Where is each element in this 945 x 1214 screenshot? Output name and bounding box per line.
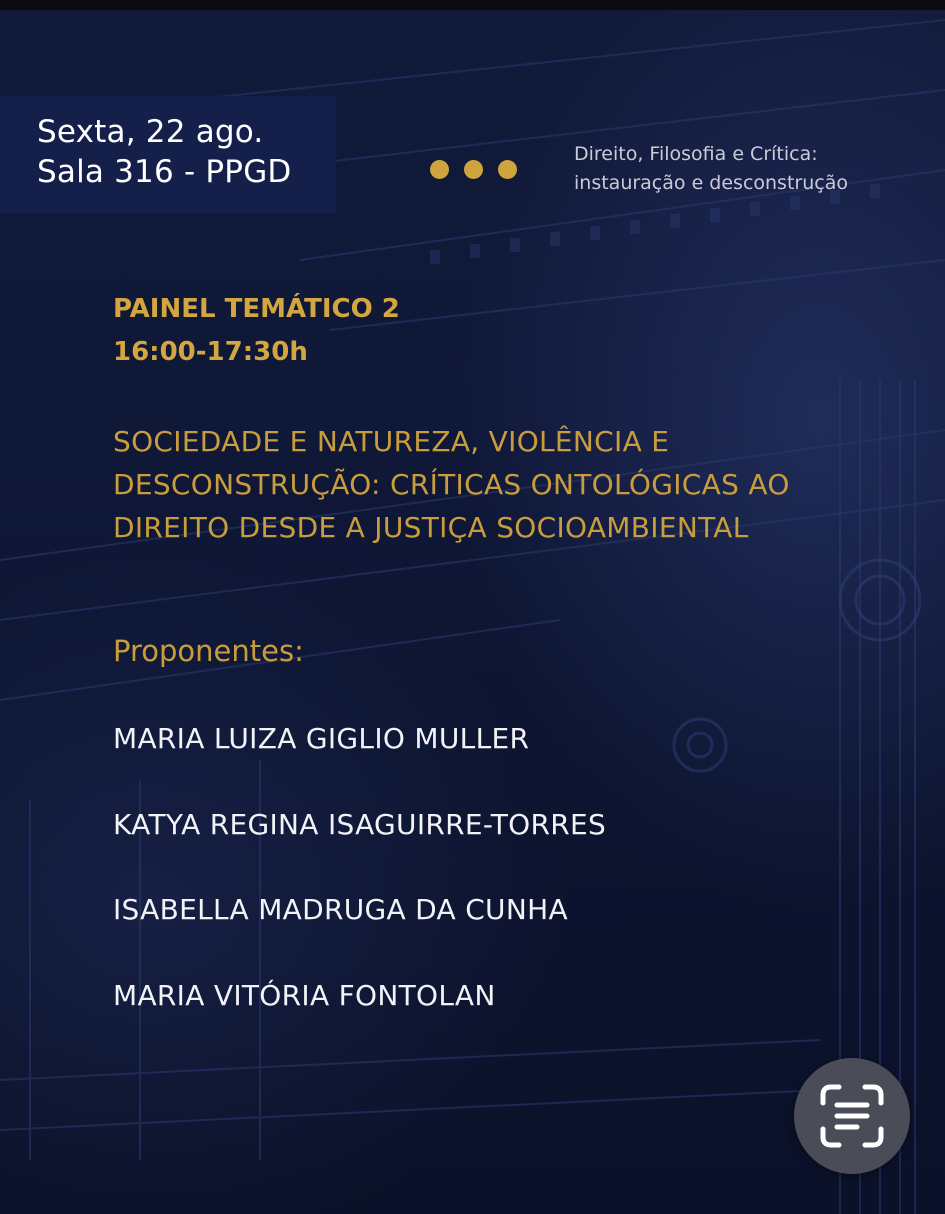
event-room: Sala 316 - PPGD bbox=[37, 154, 292, 190]
dots-decoration bbox=[430, 160, 517, 180]
text-scan-button[interactable] bbox=[794, 1058, 910, 1174]
event-date: Sexta, 22 ago. bbox=[37, 114, 264, 150]
dot-icon bbox=[498, 160, 517, 179]
proponent-name: KATYA REGINA ISAGUIRRE-TORRES bbox=[113, 807, 607, 841]
proponents-label: Proponentes: bbox=[113, 634, 304, 668]
panel-theme: SOCIEDADE E NATUREZA, VIOLÊNCIA E DESCONSTRUÇÃO: CRÍTICAS ONTOLÓGICAS AO DIREITO DESDE A JUSTIÇA SOCIOAMBIENTAL bbox=[113, 425, 790, 544]
dot-icon bbox=[430, 160, 449, 179]
proponent-name: ISABELLA MADRUGA DA CUNHA bbox=[113, 893, 568, 926]
proponents-list bbox=[113, 720, 606, 1062]
event-title-line-2: instauração e desconstrução bbox=[574, 172, 848, 194]
panel-title: PAINEL TEMÁTICO 2 bbox=[113, 294, 400, 324]
text-scan-icon bbox=[819, 1083, 885, 1149]
event-title bbox=[574, 140, 934, 198]
panel-time: 16:00-17:30h bbox=[113, 337, 308, 367]
dot-icon bbox=[464, 160, 483, 179]
event-title-line-1: Direito, Filosofia e Crítica: bbox=[574, 143, 818, 165]
date-location-box bbox=[0, 96, 336, 214]
proponent-name: MARIA LUIZA GIGLIO MULLER bbox=[113, 722, 530, 755]
proponent-name: MARIA VITÓRIA FONTOLAN bbox=[113, 978, 496, 1012]
